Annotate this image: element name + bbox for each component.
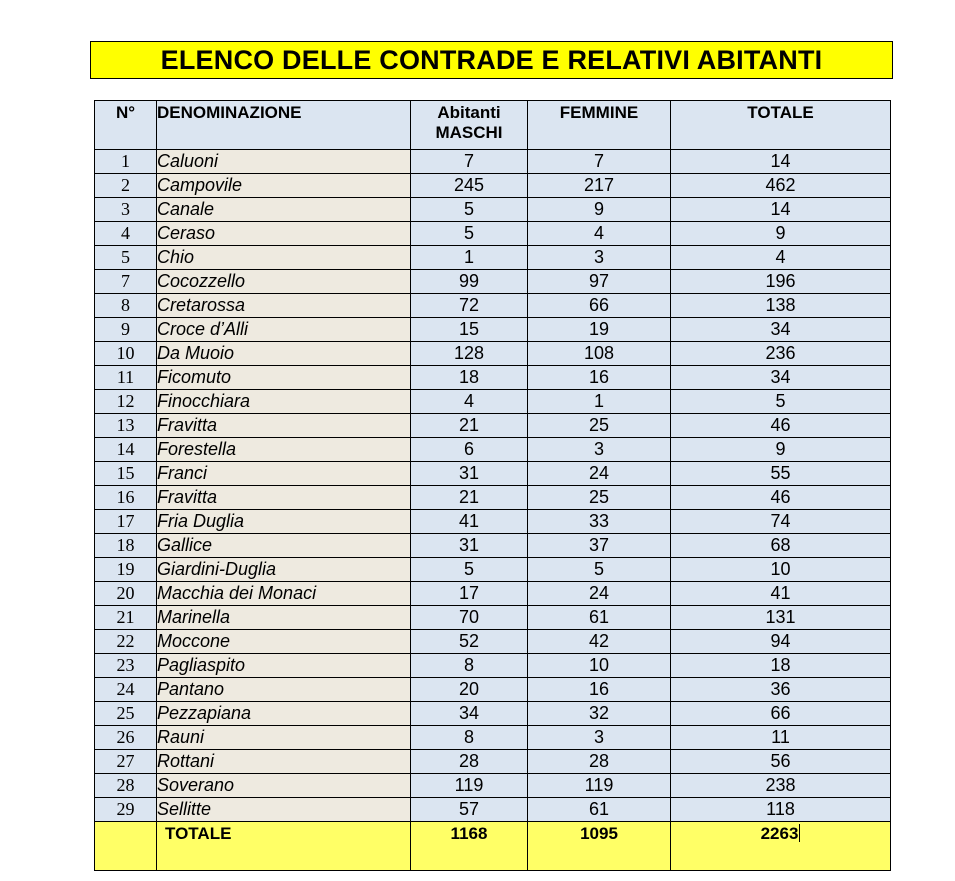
total-count: 14 bbox=[671, 198, 891, 222]
table-row bbox=[95, 750, 891, 774]
female-count: 4 bbox=[528, 222, 671, 246]
male-count: 6 bbox=[411, 438, 528, 462]
row-number: 4 bbox=[95, 222, 157, 246]
female-count: 7 bbox=[528, 150, 671, 174]
row-number: 19 bbox=[95, 558, 157, 582]
male-count: 41 bbox=[411, 510, 528, 534]
text-cursor bbox=[799, 824, 800, 842]
contrada-name: Macchia dei Monaci bbox=[157, 582, 411, 606]
table-row bbox=[95, 606, 891, 630]
document-title: ELENCO DELLE CONTRADE E RELATIVI ABITANTI bbox=[90, 41, 893, 79]
row-number: 29 bbox=[95, 798, 157, 822]
contrada-name: Fria Duglia bbox=[157, 510, 411, 534]
contrada-name: Franci bbox=[157, 462, 411, 486]
male-count: 5 bbox=[411, 222, 528, 246]
contrada-name: Ficomuto bbox=[157, 366, 411, 390]
table-row bbox=[95, 198, 891, 222]
row-number: 11 bbox=[95, 366, 157, 390]
table-header-row bbox=[95, 101, 891, 150]
contrada-name: Ceraso bbox=[157, 222, 411, 246]
row-number: 24 bbox=[95, 678, 157, 702]
totals-total: 2263 bbox=[760, 824, 799, 843]
table-row bbox=[95, 678, 891, 702]
contrada-name: Forestella bbox=[157, 438, 411, 462]
total-count: 56 bbox=[671, 750, 891, 774]
female-count: 28 bbox=[528, 750, 671, 774]
total-count: 5 bbox=[671, 390, 891, 414]
male-count: 70 bbox=[411, 606, 528, 630]
male-count: 34 bbox=[411, 702, 528, 726]
totals-number-cell bbox=[95, 822, 157, 871]
table-row bbox=[95, 510, 891, 534]
table-row bbox=[95, 150, 891, 174]
table-row bbox=[95, 582, 891, 606]
header-total: TOTALE bbox=[671, 101, 891, 150]
total-count: 34 bbox=[671, 318, 891, 342]
male-count: 5 bbox=[411, 558, 528, 582]
female-count: 3 bbox=[528, 246, 671, 270]
female-count: 5 bbox=[528, 558, 671, 582]
female-count: 16 bbox=[528, 366, 671, 390]
total-count: 46 bbox=[671, 414, 891, 438]
row-number: 12 bbox=[95, 390, 157, 414]
contrada-name: Canale bbox=[157, 198, 411, 222]
row-number: 2 bbox=[95, 174, 157, 198]
totals-male: 1168 bbox=[411, 822, 528, 871]
female-count: 32 bbox=[528, 702, 671, 726]
total-count: 238 bbox=[671, 774, 891, 798]
female-count: 33 bbox=[528, 510, 671, 534]
male-count: 72 bbox=[411, 294, 528, 318]
total-count: 36 bbox=[671, 678, 891, 702]
table-row bbox=[95, 390, 891, 414]
male-count: 8 bbox=[411, 654, 528, 678]
contrada-name: Moccone bbox=[157, 630, 411, 654]
row-number: 14 bbox=[95, 438, 157, 462]
female-count: 3 bbox=[528, 438, 671, 462]
male-count: 15 bbox=[411, 318, 528, 342]
male-count: 245 bbox=[411, 174, 528, 198]
total-count: 196 bbox=[671, 270, 891, 294]
table-row bbox=[95, 534, 891, 558]
total-count: 236 bbox=[671, 342, 891, 366]
male-count: 18 bbox=[411, 366, 528, 390]
contrada-name: Finocchiara bbox=[157, 390, 411, 414]
female-count: 1 bbox=[528, 390, 671, 414]
total-count: 11 bbox=[671, 726, 891, 750]
contrada-name: Campovile bbox=[157, 174, 411, 198]
row-number: 7 bbox=[95, 270, 157, 294]
total-count: 18 bbox=[671, 654, 891, 678]
row-number: 9 bbox=[95, 318, 157, 342]
contrada-name: Fravitta bbox=[157, 414, 411, 438]
contrada-name: Rauni bbox=[157, 726, 411, 750]
female-count: 119 bbox=[528, 774, 671, 798]
contrada-name: Da Muoio bbox=[157, 342, 411, 366]
row-number: 22 bbox=[95, 630, 157, 654]
female-count: 66 bbox=[528, 294, 671, 318]
table-row bbox=[95, 222, 891, 246]
total-count: 41 bbox=[671, 582, 891, 606]
total-count: 131 bbox=[671, 606, 891, 630]
total-count: 55 bbox=[671, 462, 891, 486]
male-count: 99 bbox=[411, 270, 528, 294]
row-number: 21 bbox=[95, 606, 157, 630]
row-number: 15 bbox=[95, 462, 157, 486]
contrada-name: Giardini-Duglia bbox=[157, 558, 411, 582]
male-count: 52 bbox=[411, 630, 528, 654]
total-count: 9 bbox=[671, 222, 891, 246]
contrada-name: Pagliaspito bbox=[157, 654, 411, 678]
header-number: N° bbox=[95, 101, 157, 150]
male-count: 21 bbox=[411, 414, 528, 438]
row-number: 16 bbox=[95, 486, 157, 510]
table-row bbox=[95, 702, 891, 726]
table-row bbox=[95, 414, 891, 438]
total-count: 68 bbox=[671, 534, 891, 558]
header-male bbox=[411, 101, 528, 150]
male-count: 4 bbox=[411, 390, 528, 414]
female-count: 24 bbox=[528, 582, 671, 606]
female-count: 16 bbox=[528, 678, 671, 702]
contrada-name: Soverano bbox=[157, 774, 411, 798]
table-body bbox=[95, 150, 891, 822]
table-row bbox=[95, 654, 891, 678]
male-count: 128 bbox=[411, 342, 528, 366]
male-count: 28 bbox=[411, 750, 528, 774]
table-row bbox=[95, 246, 891, 270]
female-count: 24 bbox=[528, 462, 671, 486]
row-number: 18 bbox=[95, 534, 157, 558]
header-name: DENOMINAZIONE bbox=[157, 101, 411, 150]
male-count: 1 bbox=[411, 246, 528, 270]
table-row bbox=[95, 438, 891, 462]
female-count: 61 bbox=[528, 798, 671, 822]
header-female: FEMMINE bbox=[528, 101, 671, 150]
female-count: 108 bbox=[528, 342, 671, 366]
row-number: 13 bbox=[95, 414, 157, 438]
female-count: 25 bbox=[528, 486, 671, 510]
table-row bbox=[95, 558, 891, 582]
female-count: 10 bbox=[528, 654, 671, 678]
total-count: 9 bbox=[671, 438, 891, 462]
female-count: 37 bbox=[528, 534, 671, 558]
male-count: 31 bbox=[411, 462, 528, 486]
male-count: 119 bbox=[411, 774, 528, 798]
contrada-name: Rottani bbox=[157, 750, 411, 774]
contrada-name: Chio bbox=[157, 246, 411, 270]
male-count: 7 bbox=[411, 150, 528, 174]
contrada-name: Cocozzello bbox=[157, 270, 411, 294]
total-count: 94 bbox=[671, 630, 891, 654]
female-count: 9 bbox=[528, 198, 671, 222]
contrada-name: Gallice bbox=[157, 534, 411, 558]
table-row bbox=[95, 798, 891, 822]
contrada-name: Pantano bbox=[157, 678, 411, 702]
table-row bbox=[95, 726, 891, 750]
female-count: 19 bbox=[528, 318, 671, 342]
male-count: 17 bbox=[411, 582, 528, 606]
header-male-line2: MASCHI bbox=[435, 123, 503, 142]
table-row bbox=[95, 318, 891, 342]
female-count: 217 bbox=[528, 174, 671, 198]
female-count: 97 bbox=[528, 270, 671, 294]
total-count: 10 bbox=[671, 558, 891, 582]
total-count: 462 bbox=[671, 174, 891, 198]
table-row bbox=[95, 774, 891, 798]
totals-female: 1095 bbox=[528, 822, 671, 871]
female-count: 42 bbox=[528, 630, 671, 654]
row-number: 10 bbox=[95, 342, 157, 366]
total-count: 34 bbox=[671, 366, 891, 390]
contrada-name: Pezzapiana bbox=[157, 702, 411, 726]
row-number: 17 bbox=[95, 510, 157, 534]
row-number: 28 bbox=[95, 774, 157, 798]
row-number: 1 bbox=[95, 150, 157, 174]
female-count: 25 bbox=[528, 414, 671, 438]
table-row bbox=[95, 462, 891, 486]
table-row bbox=[95, 486, 891, 510]
row-number: 23 bbox=[95, 654, 157, 678]
male-count: 5 bbox=[411, 198, 528, 222]
row-number: 8 bbox=[95, 294, 157, 318]
male-count: 8 bbox=[411, 726, 528, 750]
total-count: 118 bbox=[671, 798, 891, 822]
table-row bbox=[95, 366, 891, 390]
totals-total-cell bbox=[671, 822, 891, 871]
table-row bbox=[95, 342, 891, 366]
table-row bbox=[95, 630, 891, 654]
total-count: 138 bbox=[671, 294, 891, 318]
total-count: 74 bbox=[671, 510, 891, 534]
contrada-name: Marinella bbox=[157, 606, 411, 630]
row-number: 27 bbox=[95, 750, 157, 774]
row-number: 3 bbox=[95, 198, 157, 222]
totals-label: TOTALE bbox=[157, 822, 411, 871]
table-row bbox=[95, 294, 891, 318]
male-count: 57 bbox=[411, 798, 528, 822]
contrada-name: Caluoni bbox=[157, 150, 411, 174]
header-male-line1: Abitanti bbox=[437, 103, 501, 122]
total-count: 4 bbox=[671, 246, 891, 270]
row-number: 26 bbox=[95, 726, 157, 750]
total-count: 14 bbox=[671, 150, 891, 174]
male-count: 21 bbox=[411, 486, 528, 510]
contrada-name: Croce d’Alli bbox=[157, 318, 411, 342]
table-row bbox=[95, 174, 891, 198]
row-number: 20 bbox=[95, 582, 157, 606]
male-count: 31 bbox=[411, 534, 528, 558]
male-count: 20 bbox=[411, 678, 528, 702]
female-count: 61 bbox=[528, 606, 671, 630]
row-number: 25 bbox=[95, 702, 157, 726]
total-count: 46 bbox=[671, 486, 891, 510]
contrada-name: Fravitta bbox=[157, 486, 411, 510]
totals-row bbox=[95, 822, 891, 871]
population-table bbox=[94, 100, 891, 871]
table-row bbox=[95, 270, 891, 294]
row-number: 5 bbox=[95, 246, 157, 270]
contrada-name: Cretarossa bbox=[157, 294, 411, 318]
contrada-name: Sellitte bbox=[157, 798, 411, 822]
total-count: 66 bbox=[671, 702, 891, 726]
female-count: 3 bbox=[528, 726, 671, 750]
